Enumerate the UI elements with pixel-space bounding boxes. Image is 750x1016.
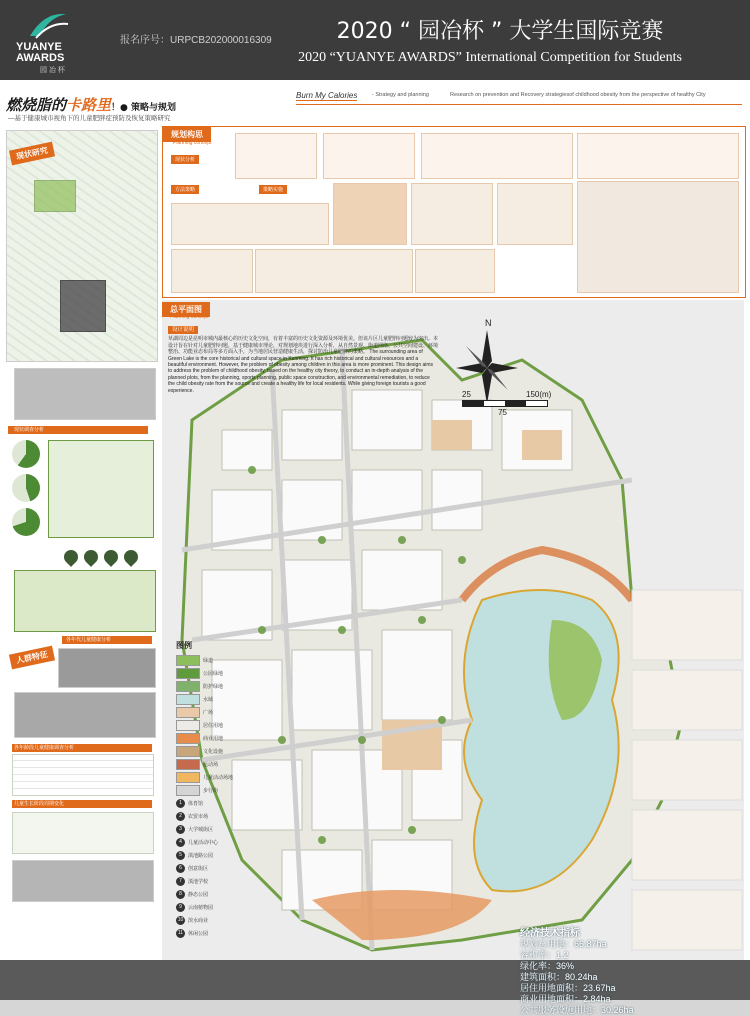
indicator-line: 商业用地面积：2.84ha: [520, 994, 611, 1004]
poster-title-prefix: 燃烧脂的: [6, 96, 67, 114]
legend-number: 11: [177, 930, 184, 936]
legend-label: 滇池学校: [188, 879, 209, 885]
children-sketch: [12, 860, 154, 902]
concept-iso-diagram: [497, 183, 573, 245]
competition-header: [0, 0, 750, 80]
legend-swatch: [176, 694, 200, 705]
legend-label: 创意街区: [188, 866, 209, 872]
legend-item: [176, 810, 236, 823]
map-pin-icon: [61, 547, 81, 567]
legend-item: [176, 914, 236, 927]
concept-diagram: [421, 133, 573, 179]
legend-label: 水域: [203, 697, 214, 703]
concept-diagram: [323, 133, 415, 179]
indicator-line: 容积率：1.2: [520, 950, 569, 960]
status-tab: 现状研究: [9, 142, 55, 166]
scale-label-mid: 75: [498, 408, 507, 417]
design-description-heading: 设计说明: [168, 326, 198, 334]
sketch-photo: [14, 368, 156, 420]
section-label-2: 各年代儿童健康分析: [66, 637, 112, 643]
concept-strip-label: 策略实施: [259, 185, 287, 194]
yuanye-awards-logo: [16, 8, 110, 72]
legend-swatch: [176, 655, 200, 666]
design-description: [168, 326, 438, 394]
legend-number: 4: [176, 838, 185, 847]
legend-swatch: [176, 707, 200, 718]
section-label-4: 儿童生长阶段周期变化: [14, 801, 65, 807]
legend-number: 6: [176, 864, 185, 873]
legend-label: 运动场: [203, 762, 219, 768]
section-label-1: 现状调查分析: [14, 427, 45, 433]
legend-swatch: [176, 720, 200, 731]
legend-label: 休闲公园: [188, 931, 209, 937]
map-pin-icon: [81, 547, 101, 567]
burn-my-calories-title: Burn My Calories: [296, 91, 358, 100]
legend-label: 绿道: [203, 658, 214, 664]
concept-diagram: [577, 133, 739, 179]
status-highlight-block: [34, 180, 76, 212]
people-sketch-2: [14, 692, 156, 738]
footer-bar: [0, 960, 750, 1000]
legend-item: [176, 719, 236, 732]
legend-item: [176, 862, 236, 875]
pie-chart-1: [12, 440, 40, 468]
header-rule: [296, 104, 742, 105]
legend-label: 静态公园: [188, 892, 209, 898]
legend-label: 滇池路公园: [188, 853, 214, 859]
legend-label: 商业用地: [203, 736, 224, 742]
logo-mark-icon: [26, 8, 70, 42]
legend-swatch: [176, 772, 200, 783]
legend-number: 7: [176, 877, 185, 886]
legend-item: [176, 927, 236, 940]
compass-label: N: [485, 318, 492, 328]
legend-number: 10: [177, 917, 184, 923]
legend-label: 居住用地: [203, 723, 224, 729]
legend-swatch: [176, 785, 200, 796]
legend-number: 1: [176, 799, 185, 808]
legend-item: [176, 680, 236, 693]
plan-panel-title: 总平面图: [162, 302, 210, 317]
legend-number: 3: [176, 825, 185, 834]
legend-title: 图例: [176, 641, 192, 650]
indicator-line: 绿化率：36%: [520, 961, 575, 971]
concept-strip-label: 现状分析: [171, 155, 199, 164]
indicator-line: 公共服务设施用地：30.26ha: [520, 1005, 634, 1015]
scale-label-end: 150(m): [526, 390, 552, 399]
legend-label: 云南植物园: [188, 905, 214, 911]
legend-item: [176, 823, 236, 836]
legend-number: 8: [176, 890, 185, 899]
green-iso-map-1: [48, 440, 154, 538]
logo-subtext: 园 冶 杯: [40, 67, 65, 74]
concept-iso-diagram: [171, 203, 329, 245]
legend-swatch: [176, 733, 200, 744]
scale-bar-graphic: [462, 400, 548, 407]
legend-item: [176, 732, 236, 745]
legend-label: 大学城街区: [188, 827, 214, 833]
concept-panel-subtitle: Planning concept: [173, 140, 212, 146]
legend-swatch: [176, 759, 200, 770]
competition-title-cn: 2020 “ 园冶杯 ” 大学生国际竞赛: [336, 19, 664, 44]
plan-panel-subtitle: Planning concept: [170, 314, 209, 320]
legend-label: 儿童活动场地: [203, 775, 234, 781]
concept-iso-diagram: [171, 249, 253, 293]
legend-item: [176, 693, 236, 706]
legend-item: [176, 745, 236, 758]
legend-item: [176, 784, 236, 797]
poster-title-highlight: 卡路里: [66, 96, 112, 114]
plan-legend: [176, 640, 236, 940]
concept-strip-label: 方法策略: [171, 185, 199, 194]
legend-number: 2: [176, 812, 185, 821]
section-label-3: 各年龄段儿童健康调查分析: [14, 745, 75, 751]
poster-title: [6, 94, 176, 115]
research-en-label: Research on prevention and Recovery strategiesof childhood obesity from the perspective of healthy City: [450, 92, 706, 98]
economic-indicators: [520, 928, 634, 1016]
indicator-line: 居住用地面积：23.67ha: [520, 983, 616, 993]
indicator-line: 建筑面积：80.24ha: [520, 972, 598, 982]
legend-item: [176, 771, 236, 784]
legend-label: 体育馆: [188, 801, 204, 807]
poster-subtitle: —基于健康城市视角下的儿童肥胖症预防及恢复策略研究: [8, 115, 171, 122]
concept-iso-diagram: [333, 183, 407, 245]
green-iso-map-2: [14, 570, 156, 632]
legend-item: [176, 758, 236, 771]
concept-iso-diagram: [411, 183, 493, 245]
legend-label: 滨水商业: [188, 918, 209, 924]
legend-number: 5: [176, 851, 185, 860]
left-research-column: [4, 130, 160, 960]
legend-item: [176, 849, 236, 862]
map-pin-icon: [101, 547, 121, 567]
strategy-en-label: - Strategy and planning: [372, 92, 429, 98]
status-building-block: [60, 280, 106, 332]
legend-label: 广场: [203, 710, 214, 716]
legend-item: [176, 654, 236, 667]
concept-panel-title: 规划构思: [163, 127, 211, 142]
survey-table: [12, 754, 154, 796]
concept-illustration: [577, 181, 739, 293]
pie-chart-2: [12, 474, 40, 502]
concept-iso-diagram: [415, 249, 495, 293]
competition-title-en: 2020 “YUANYE AWARDS” International Competition for Students: [298, 50, 682, 65]
legend-item: [176, 888, 236, 901]
economic-indicators-title: 经济技术指标: [520, 928, 580, 939]
legend-label: 公园绿地: [203, 671, 224, 677]
growth-chart: [12, 812, 154, 854]
legend-swatch: [176, 746, 200, 757]
pie-chart-3: [12, 508, 40, 536]
legend-item: [176, 836, 236, 849]
legend-label: 文化设施: [203, 749, 224, 755]
design-description-text: 草湖周边是昆明市城内最核心的历史文化空间，有着丰富的历史文化资源及环境优美。但该片区儿童肥胖问题较为突出。本设计旨在针对儿童肥胖问题，基于健康城市理论，对规划地块进行深入分析，从自然景观、街道网络、公共空间建设、环境整治、功能业态布局等多方面入手，为当地居民营造健康生活，探讨防治儿童肥胖的策略。 The surrounding area of Green Lake is the core historical and cultural space in Kunming. It has rich historical and cultural resources and a beautiful environment. However, the problem of obesity among children in this area is more prominent. This design aims to address the problem of childhood obesity, based on the healthy city theory, to conduct an in-depth analysis of the planned plots, from the planning, sports planning, public space construction, and environmental remediation, to reduce the child obesity rate from the source and create a healthy life for local residents. While giving foreign tourists a good experience.: [168, 336, 439, 394]
poster-title-suffix: ！● 策略与规划: [111, 103, 177, 113]
legend-label: 农贸市场: [188, 814, 209, 820]
registration-number: 报名序号：URPCB202000016309: [120, 35, 272, 46]
legend-label: 步行街: [203, 788, 219, 794]
legend-item: [176, 667, 236, 680]
poster-board: [0, 80, 750, 1015]
legend-swatch: [176, 668, 200, 679]
crowd-tab: 人群特征: [9, 646, 55, 670]
legend-item: [176, 901, 236, 914]
concept-panel: [162, 126, 746, 298]
scale-label-start: 25: [462, 390, 471, 399]
legend-item: [176, 797, 236, 810]
concept-diagram: [235, 133, 317, 179]
legend-item: [176, 875, 236, 888]
legend-label: 儿童活动中心: [188, 840, 219, 846]
legend-item: [176, 706, 236, 719]
legend-swatch: [176, 681, 200, 692]
people-sketch-1: [58, 648, 156, 688]
concept-iso-diagram: [255, 249, 413, 293]
logo-text: YUANYE AWARDS: [16, 41, 65, 64]
legend-label: 防护绿地: [203, 684, 224, 690]
legend-number: 9: [176, 903, 185, 912]
indicator-line: 规划总用地：66.87ha: [520, 939, 607, 949]
map-pin-icon: [121, 547, 141, 567]
